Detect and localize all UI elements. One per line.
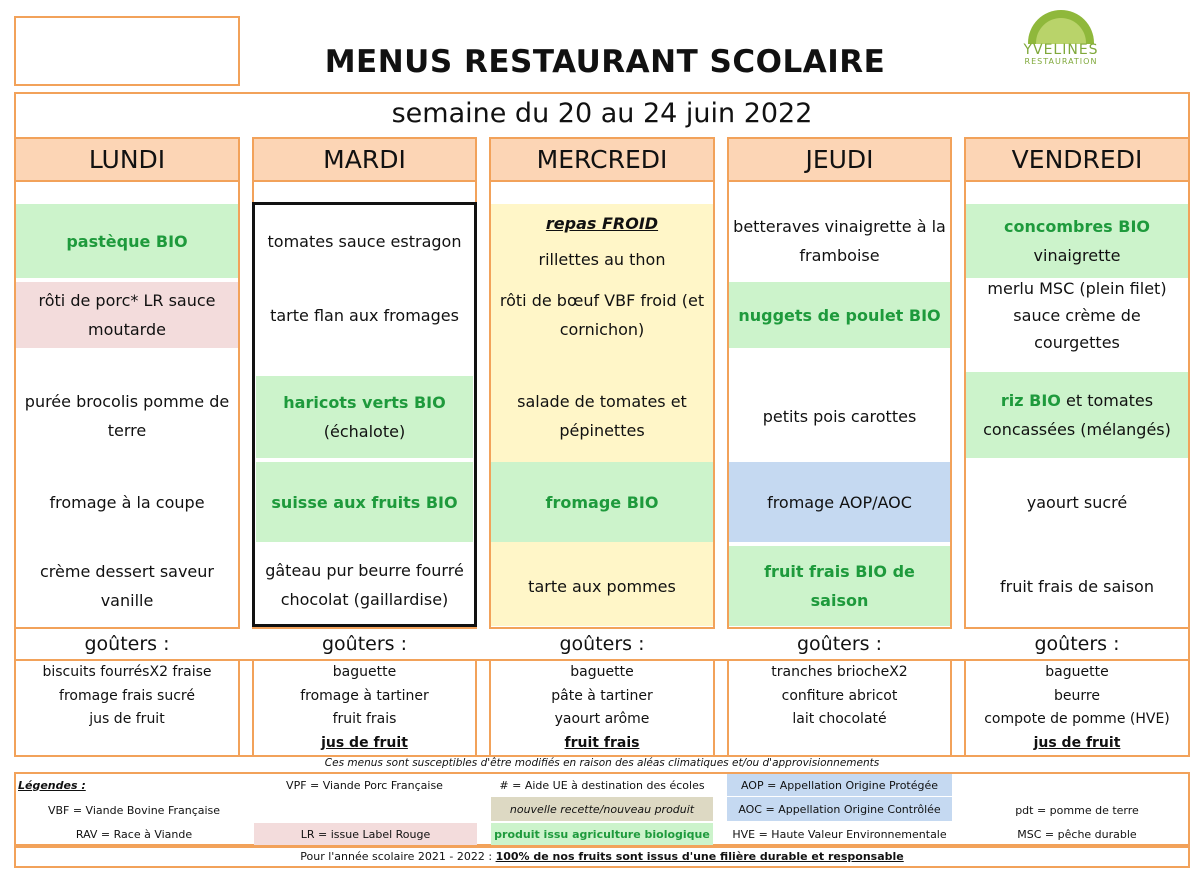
mercredi-repas-froid: repas FROID (545, 213, 659, 233)
lundi-accompagnement: purée brocolis pomme de terre (24, 392, 230, 440)
mercredi-plat: rôti de bœuf VBF froid (et cornichon) (499, 291, 705, 339)
jeudi-dessert: fruit frais BIO de saison (729, 546, 950, 626)
gouter-item-highlight: jus de fruit (1033, 734, 1121, 751)
gouter-mardi (252, 661, 477, 755)
gouter-item: tranches briocheX2 (771, 664, 908, 680)
mardi-accompagnement-bio: haricots verts BIO (283, 393, 446, 412)
vendredi-plat: merlu MSC (plein filet) sauce crème de courgettes (987, 278, 1167, 352)
legend-nouvelle: nouvelle recette/nouveau produit (491, 797, 713, 821)
gouter-lundi (14, 661, 240, 755)
mardi-laitage: suisse aux fruits BIO (256, 462, 473, 542)
day-header-jeudi: JEUDI (727, 137, 952, 182)
logo-text-sub: RESTAURATION (1024, 57, 1098, 66)
legend-bio: produit issu agriculture biologique (491, 823, 713, 845)
gouter-item-highlight: jus de fruit (321, 734, 408, 751)
vendredi-dessert: fruit frais de saison (1000, 576, 1154, 596)
legend-title: Légendes : (18, 778, 86, 792)
legend-aoc: AOC = Appellation Origine Contrôlée (727, 797, 952, 821)
jeudi-entree: betteraves vinaigrette à la framboise (733, 217, 946, 265)
vendredi-accompagnement-detail: et tomates concassées (mélangés) (983, 391, 1171, 439)
day-header-vendredi: VENDREDI (964, 137, 1190, 182)
legend-ue: # = Aide UE à destination des écoles (499, 778, 705, 792)
gouter-item: pâte à tartiner (551, 687, 653, 704)
page-title: MENUS RESTAURANT SCOLAIRE (324, 44, 886, 80)
gouter-jeudi (727, 661, 952, 755)
gouter-item: lait chocolaté (792, 711, 887, 727)
legend-vbf: VBF = Viande Bovine Française (47, 803, 221, 817)
gouter-title-mercredi: goûters : (559, 633, 645, 655)
lundi-fromage: fromage à la coupe (49, 492, 205, 512)
gouter-item: beurre (1054, 687, 1100, 704)
gouter-item: fromage frais sucré (59, 687, 195, 704)
gouter-item: biscuits fourrésX2 fraise (42, 664, 212, 680)
gouter-title-vendredi: goûters : (1034, 633, 1120, 655)
gouter-item: jus de fruit (89, 711, 165, 727)
lundi-dessert: crème dessert saveur vanille (39, 562, 214, 610)
day-header-mercredi: MERCREDI (489, 137, 715, 182)
mercredi-accompagnement: salade de tomates et pépinettes (517, 392, 687, 440)
gouter-title-jeudi: goûters : (796, 633, 883, 655)
legend-vpf: VPF = Viande Porc Française (286, 778, 443, 792)
mercredi-fromage: fromage BIO (491, 462, 713, 542)
gouter-item: baguette (570, 664, 634, 680)
gouter-vendredi (964, 661, 1190, 755)
vendredi-entree-detail: vinaigrette (1033, 246, 1121, 265)
day-header-lundi: LUNDI (14, 137, 240, 182)
vendredi-accompagnement-bio: riz BIO (1000, 391, 1061, 410)
legend-msc: MSC = pêche durable (1017, 827, 1137, 841)
vendredi-entree (966, 204, 1188, 278)
legend-footer (14, 846, 1190, 868)
gouter-item: confiture abricot (781, 687, 898, 704)
gouter-title-mardi: goûters : (321, 633, 408, 655)
mardi-plat: tarte flan aux fromages (270, 305, 459, 325)
jeudi-accompagnement: petits pois carottes (762, 406, 917, 426)
disclaimer-note: Ces menus sont susceptibles d'être modifiés en raison des aléas climatiques et/ou d'approvisionnements (324, 757, 880, 769)
legend-rav: RAV = Race à Viande (75, 827, 193, 841)
legend-aop: AOP = Appellation Origine Protégée (727, 774, 952, 796)
day-header-mardi: MARDI (252, 137, 477, 182)
gouter-item: baguette (1045, 664, 1109, 680)
vendredi-entree-bio: concombres BIO (1003, 217, 1151, 236)
week-label: semaine du 20 au 24 juin 2022 (391, 98, 813, 129)
vendredi-accompagnement (966, 372, 1188, 458)
mercredi-entree: rillettes au thon (538, 249, 666, 269)
legend-hve: HVE = Haute Valeur Environnementale (732, 827, 947, 841)
mardi-entree: tomates sauce estragon (267, 231, 462, 251)
gouter-item: compote de pomme (HVE) (984, 711, 1170, 727)
blank-header-box (14, 16, 240, 86)
yvelines-restauration-logo (1006, 10, 1116, 74)
legend-footer-prefix: Pour l'année scolaire 2021 - 2022 : (300, 850, 496, 863)
gouter-mercredi (489, 661, 715, 755)
legend-lr: LR = issue Label Rouge (254, 823, 477, 845)
legend-pdt: pdt = pomme de terre (1015, 803, 1139, 817)
mardi-accompagnement-detail: (échalote) (323, 422, 406, 441)
vendredi-laitage: yaourt sucré (1026, 492, 1128, 512)
lundi-entree: pastèque BIO (16, 204, 238, 278)
mardi-accompagnement (256, 376, 473, 458)
mercredi-dessert: tarte aux pommes (528, 576, 676, 596)
logo-text-main: YVELINES (1023, 42, 1099, 58)
gouter-item: fruit frais (332, 711, 397, 727)
jeudi-plat: nuggets de poulet BIO (729, 282, 950, 348)
gouter-item-highlight: fruit frais (564, 734, 640, 751)
legend-footer-bold: 100% de nos fruits sont issus d'une filière durable et responsable (495, 850, 904, 863)
gouter-item: baguette (332, 664, 397, 680)
jeudi-fromage: fromage AOP/AOC (729, 462, 950, 542)
mardi-dessert: gâteau pur beurre fourré chocolat (gaillardise) (265, 561, 464, 609)
gouter-item: fromage à tartiner (300, 687, 429, 704)
gouter-item: yaourt arôme (554, 711, 650, 727)
gouter-title-lundi: goûters : (84, 633, 170, 655)
lundi-plat: rôti de porc* LR sauce moutarde (16, 282, 238, 348)
